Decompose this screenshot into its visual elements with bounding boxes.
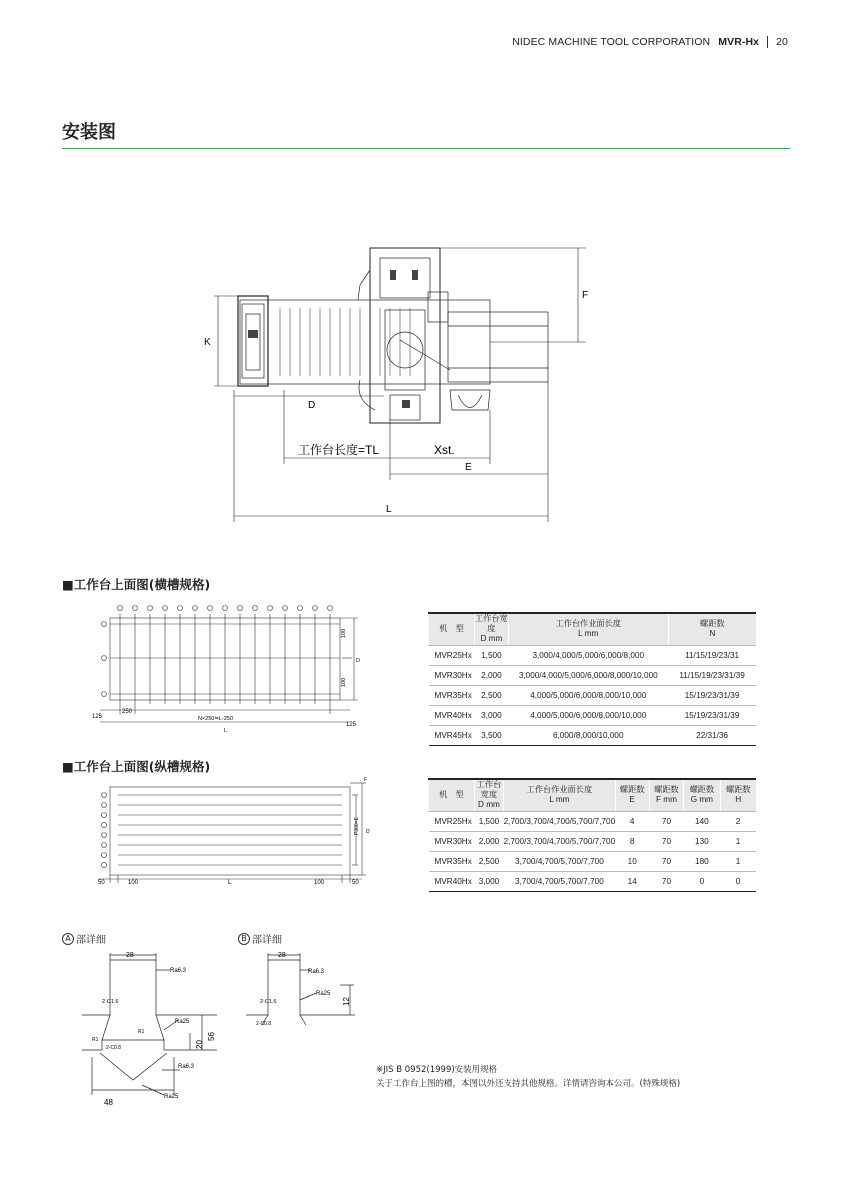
detail-a-ra25-bottom: Ra25	[164, 1094, 179, 1100]
dim-n: N×250≒L-250	[198, 716, 234, 722]
col-h: 螺距数 H	[720, 779, 756, 811]
dim-50-right: 50	[352, 880, 359, 886]
footnotes	[376, 1063, 680, 1091]
dim-d: D	[308, 400, 316, 411]
dim-e: E	[465, 462, 472, 473]
col-width: 工作台宽度 D mm	[474, 779, 503, 811]
note-jis: ※JIS B 0952(1999)安装用规格	[376, 1065, 498, 1075]
table-row: MVR40Hx 3,000 3,700/4,700/5,700/7,700 14 70 0 0	[429, 871, 757, 891]
dim-f: F	[582, 290, 589, 301]
note-special: 关于工作台上图的槽，本图以外还支持其他规格。详情请咨询本公司。(特殊规格)	[376, 1079, 681, 1089]
col-length: 工作台作业面长度 L mm	[504, 779, 616, 811]
dim-d-v: D	[366, 829, 370, 835]
model-name: MVR-Hx	[718, 36, 760, 48]
detail-a-circle: A	[62, 933, 74, 945]
section-title-horizontal: ■工作台上面图(横槽规格)	[62, 577, 211, 592]
detail-a-r1-b: R1	[92, 1037, 99, 1043]
col-f: 螺距数 F mm	[649, 779, 683, 811]
dim-l-h: L	[224, 728, 228, 734]
table-body	[240, 300, 490, 384]
col-model: 机 型	[429, 779, 475, 811]
table-row: MVR35Hx 2,500 4,000/5,000/6,000/8,000/10,000 15/19/23/31/39	[429, 685, 757, 705]
page-title: 安装图	[62, 122, 116, 143]
detail-a-dim-28: 28	[126, 952, 134, 959]
page-header	[512, 36, 788, 48]
dim-125-right: 125	[346, 722, 357, 728]
dim-tl: 工作台长度=TL	[298, 443, 380, 457]
installation-drawing	[190, 230, 610, 530]
detail-a-drawing	[72, 945, 232, 1110]
table-vertical-spec	[428, 778, 756, 892]
dim-125-left: 125	[92, 714, 103, 720]
detail-a-dim-56: 56	[207, 1032, 216, 1041]
detail-b-dim-28: 28	[278, 952, 286, 959]
detail-a-label: A 部详细	[62, 931, 106, 946]
detail-b-ra25: Ra25	[316, 991, 331, 997]
detail-a-dim-48: 48	[104, 1098, 113, 1107]
table-plan-vertical	[90, 775, 375, 890]
dim-xst: Xst.	[434, 443, 455, 457]
dim-d-h: D	[356, 658, 360, 664]
detail-a-c16: 2-C1.6	[102, 999, 119, 1005]
col-width: 工作台宽度 D mm	[475, 614, 508, 644]
detail-b-c08: 2-C0.8	[256, 1021, 272, 1027]
table-row: MVR25Hx 1,500 2,700/3,700/4,700/5,700/7,700 4 70 140 2	[429, 811, 757, 831]
dim-100-right: 100	[314, 880, 325, 886]
table-row: MVR40Hx 3,000 4,000/5,000/6,000/8,000/10,000 15/19/23/31/39	[429, 705, 757, 725]
table-row: MVR35Hx 2,500 3,700/4,700/5,700/7,700 10 70 180 1	[429, 851, 757, 871]
col-g: 螺距数 G mm	[684, 779, 720, 811]
detail-b-drawing	[240, 945, 370, 1035]
detail-b-ra63: Ra6.3	[308, 969, 325, 975]
detail-a-c08: 2-C0.8	[106, 1045, 122, 1051]
table-row: MVR30Hx 2,000 3,000/4,000/5,000/6,000/8,000/10,000 11/15/19/23/31/39	[429, 665, 757, 685]
detail-a-r1-a: R1	[138, 1029, 145, 1035]
table-plan-horizontal	[90, 600, 365, 735]
bed-right	[448, 312, 548, 382]
table-row: MVR30Hx 2,000 2,700/3,700/4,700/5,700/7,700 8 70 130 1	[429, 831, 757, 851]
detail-a-ra63-bottom: Ra6.3	[178, 1064, 195, 1070]
detail-a-ra63-top: Ra6.3	[170, 968, 187, 974]
detail-a-dim-20: 20	[195, 1040, 204, 1049]
dim-100-left: 100	[128, 880, 139, 886]
table-row: MVR45Hx 3,500 6,000/8,000/10,000 22/31/36	[429, 725, 757, 745]
col-slots: 螺距数 N	[668, 613, 756, 645]
col-model: 机 型	[429, 613, 475, 645]
detail-b-c16: 2-C1.6	[260, 999, 277, 1005]
detail-b-dim-12: 12	[342, 997, 351, 1006]
table-row: MVR25Hx 1,500 3,000/4,000/5,000/6,000/8,000 11/15/19/23/31	[429, 645, 757, 665]
dim-f-v: F	[364, 777, 368, 783]
dim-l: L	[386, 504, 392, 515]
company-name: NIDEC MACHINE TOOL CORPORATION	[512, 36, 711, 48]
dim-pg: P300×E	[354, 817, 360, 835]
detail-b-circle: B	[238, 933, 250, 945]
detail-a-ra25-mid: Ra25	[175, 1019, 190, 1025]
table-horizontal-spec	[428, 612, 756, 746]
dim-100-top: 100	[341, 628, 347, 638]
dim-k: K	[204, 337, 211, 348]
dim-100-bottom: 100	[341, 677, 347, 687]
dim-l-v: L	[228, 880, 232, 886]
title-divider	[62, 148, 790, 149]
page-number: 20	[776, 36, 788, 48]
col-length: 工作台作业面长度 L mm	[508, 613, 668, 645]
dim-250: 250	[122, 709, 133, 715]
header-separator	[767, 36, 768, 48]
col-e: 螺距数 E	[615, 779, 649, 811]
detail-b-label: B 部详细	[238, 931, 282, 946]
section-title-vertical: ■工作台上面图(纵槽规格)	[62, 759, 211, 774]
dim-50-left: 50	[98, 880, 105, 886]
